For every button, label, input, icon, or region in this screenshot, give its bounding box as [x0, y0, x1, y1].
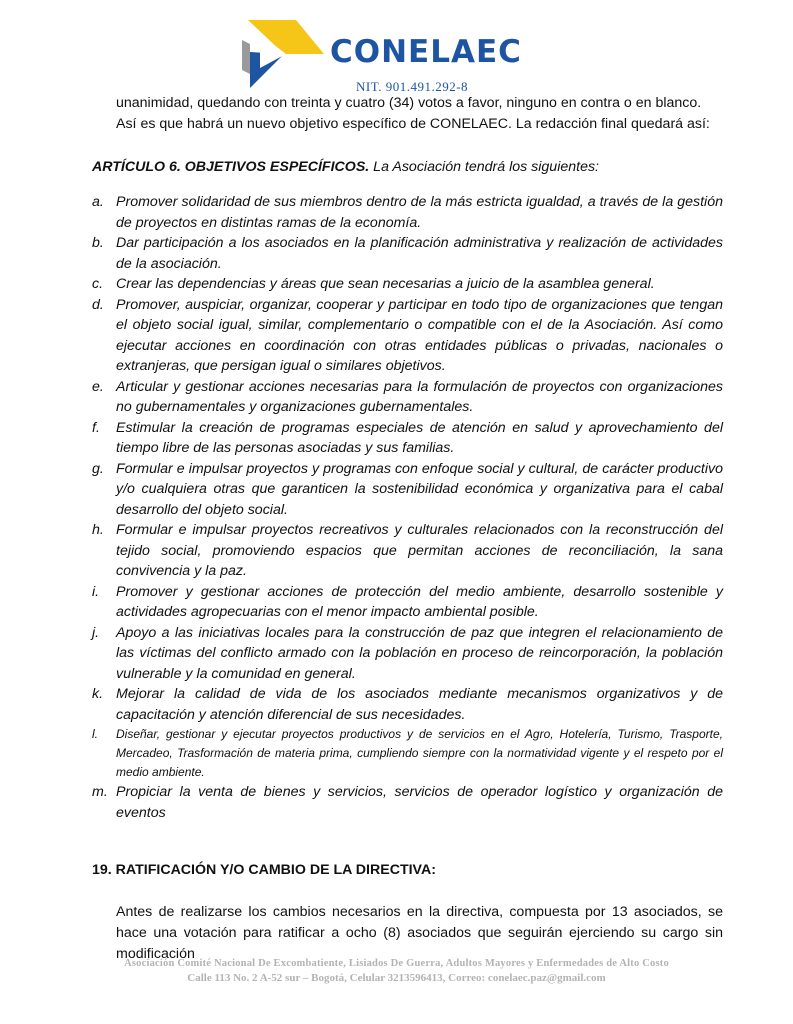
list-item-text: Propiciar la venta de bienes y servicios, servicios de operador logístico y organización de eventos — [116, 784, 723, 821]
list-marker: c. — [92, 276, 104, 293]
list-item — [92, 782, 723, 823]
document-body — [92, 93, 723, 979]
article-title: ARTÍCULO 6. OBJETIVOS ESPECÍFICOS. — [92, 159, 370, 175]
list-marker: l. — [92, 727, 98, 742]
list-item-text: Apoyo a las iniciativas locales para la construcción de paz que integren el relacionamiento de las víctimas del conflicto armado con la población en proceso de reincorporación, la población vulnerable y la comunidad en general. — [116, 624, 723, 682]
conelaec-logo-icon — [240, 14, 330, 90]
list-item — [92, 684, 723, 725]
objectives-list — [92, 192, 723, 823]
list-marker: m. — [92, 784, 108, 801]
list-marker: e. — [92, 378, 104, 395]
list-marker: k. — [92, 686, 104, 703]
list-item — [92, 233, 723, 274]
list-marker: i. — [92, 583, 100, 600]
list-item-text: Promover solidaridad de sus miembros dentro de la más estricta igualdad, a través de la gestión de proyectos en distintas ramas de la economía. — [116, 194, 723, 231]
list-item-text: Mejorar la calidad de vida de los asociados mediante mecanismos organizativos y de capacitación y atención diferencial de sus necesidades. — [116, 686, 723, 723]
list-item — [92, 725, 723, 782]
list-item — [92, 192, 723, 233]
list-item — [92, 377, 723, 418]
list-item — [92, 295, 723, 377]
brand-name: CONELAEC — [330, 34, 522, 70]
page-footer — [0, 958, 793, 984]
list-item — [92, 623, 723, 685]
list-marker: j. — [92, 624, 100, 641]
list-marker: b. — [92, 235, 104, 252]
list-item-text: Formular e impulsar proyectos y programas con enfoque social y cultural, de carácter productivo y/o cualquiera otras que garanticen la sostenibilidad económica y organizativa para el cabal desarrollo del objeto social. — [116, 460, 723, 518]
list-marker: a. — [92, 194, 104, 211]
list-marker: f. — [92, 419, 100, 436]
list-item-text: Crear las dependencias y áreas que sean necesarias a juicio de la asamblea general. — [116, 276, 655, 293]
list-item — [92, 520, 723, 582]
list-item-text: Dar participación a los asociados en la planificación administrativa y realización de actividades de la asociación. — [116, 235, 723, 272]
list-item-text: Articular y gestionar acciones necesarias para la formulación de proyectos con organizaciones no gubernamentales y organizaciones gubernamentales. — [116, 378, 723, 416]
list-item-text: Promover, auspiciar, organizar, cooperar y participar en todo tipo de organizaciones que tengan el objeto social igual, similar, complementario o compatible con el de la Asociación. Así como ejecutar acciones en coordinación con otras entidades públicas o privadas, nacionales o extranjeras, que persigan igual o similares objetivos. — [116, 296, 723, 375]
intro-line-2: Así es que habrá un nuevo objetivo específico de CONELAEC. La redacción final quedará así: — [116, 116, 710, 132]
intro-line-1: unanimidad, quedando con treinta y cuatro (34) votos a favor, ninguno en contra o en blanco. — [116, 95, 702, 111]
article-lead: La Asociación tendrá los siguientes: — [369, 159, 599, 175]
list-marker: g. — [92, 460, 104, 477]
list-item — [92, 582, 723, 623]
section-19-paragraph: Antes de realizarse los cambios necesarios en la directiva, compuesta por 13 asociados, se hace una votación para ratificar a ocho (8) asociados que seguirán ejerciendo su cargo sin modificación — [116, 904, 723, 963]
section-19-title: 19. RATIFICACIÓN Y/O CAMBIO DE LA DIRECTIVA: — [92, 862, 436, 879]
list-item-text: Diseñar, gestionar y ejecutar proyectos productivos y de servicios en el Agro, Hotelería, Turismo, Trasporte, Mercadeo, Trasformación de materia prima, cumpliendo siempre con la normatividad vigente y el respeto por el medio ambiente. — [116, 727, 723, 780]
article-heading — [92, 157, 723, 178]
list-marker: d. — [92, 296, 104, 313]
list-item — [92, 274, 723, 295]
list-item-text: Promover y gestionar acciones de protección del medio ambiente, desarrollo sostenible y actividades agropecuarias con el menor impacto ambiental posible. — [116, 583, 723, 621]
list-item — [92, 418, 723, 459]
list-marker: h. — [92, 522, 104, 539]
nit-number: NIT. 901.491.292-8 — [356, 79, 469, 94]
list-item-text: Formular e impulsar proyectos recreativos y culturales relacionados con la reconstrucción del tejido social, promoviendo espacios que permitan acciones de reconciliación, la sana convivencia y la paz. — [116, 522, 723, 580]
page-header — [0, 0, 793, 100]
list-item-text: Estimular la creación de programas especiales de atención en salud y aprovechamiento del tiempo libre de las personas asociadas y sus familias. — [116, 419, 723, 457]
footer-organization: Asociación Comité Nacional De Excombatiente, Lisiados De Guerra, Adultos Mayores y Enfermedades de Alto Costo — [124, 958, 669, 969]
list-item — [92, 459, 723, 521]
footer-contact: Calle 113 No. 2 A-52 sur – Bogotá, Celular 3213596413, Correo: conelaec.paz@gmail.com — [187, 972, 606, 984]
